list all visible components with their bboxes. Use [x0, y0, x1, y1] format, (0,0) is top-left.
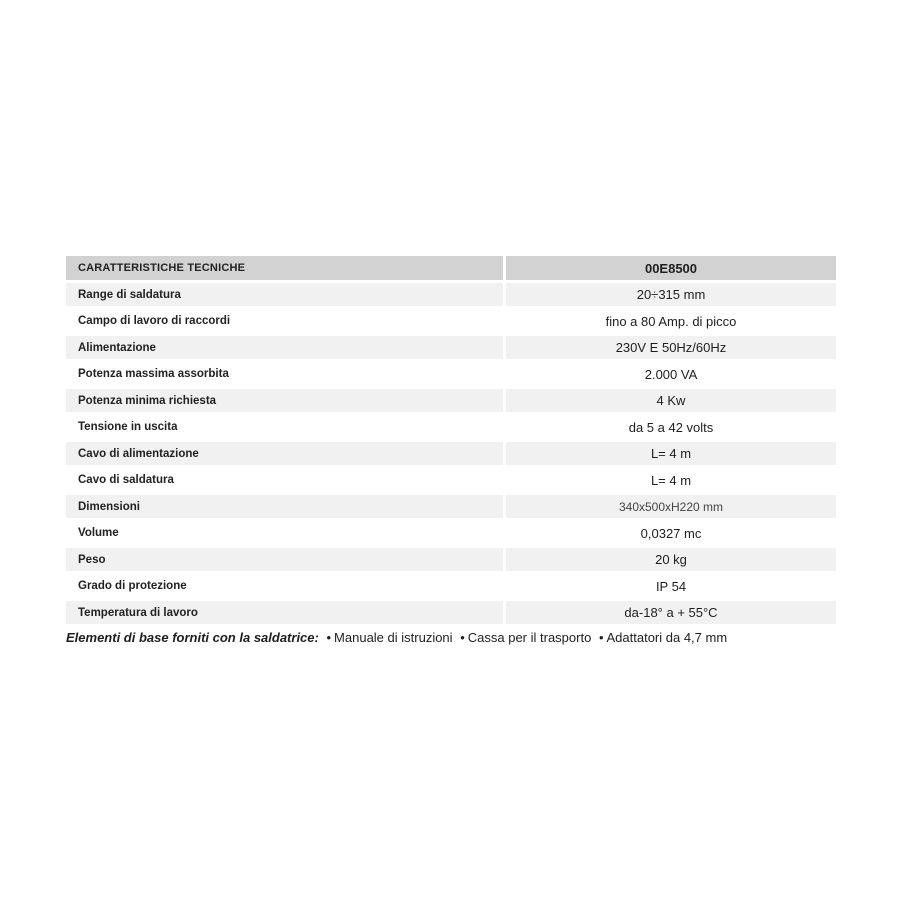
table-row	[66, 416, 836, 439]
row-label: Campo di lavoro di raccordi	[66, 310, 503, 333]
table-row	[66, 363, 836, 386]
row-label: Temperatura di lavoro	[66, 601, 503, 624]
row-label: Volume	[66, 522, 503, 545]
row-value: da-18° a + 55°C	[506, 601, 836, 624]
table-row	[66, 336, 836, 359]
included-items-note	[66, 630, 866, 645]
included-item: Cassa per il trasporto	[467, 630, 592, 645]
row-value: L= 4 m	[506, 469, 836, 492]
table-row	[66, 310, 836, 333]
bullet-icon: •	[598, 630, 604, 645]
included-items-lead: Elementi di base forniti con la saldatrice:	[66, 630, 319, 645]
row-value: fino a 80 Amp. di picco	[506, 310, 836, 333]
included-item: Adattatori da 4,7 mm	[606, 630, 728, 645]
row-label: Tensione in uscita	[66, 416, 503, 439]
row-label: Cavo di saldatura	[66, 469, 503, 492]
row-label: Dimensioni	[66, 495, 503, 518]
row-value: 230V E 50Hz/60Hz	[506, 336, 836, 359]
row-value: 340x500xH220 mm	[506, 495, 836, 518]
row-value: 4 Kw	[506, 389, 836, 412]
bullet-icon: •	[326, 630, 332, 645]
table-header-row	[66, 256, 836, 280]
row-label: Peso	[66, 548, 503, 571]
header-model: 00E8500	[506, 256, 836, 280]
row-value: da 5 a 42 volts	[506, 416, 836, 439]
bullet-icon: •	[460, 630, 465, 645]
row-label: Potenza massima assorbita	[66, 363, 503, 386]
row-value: 0,0327 mc	[506, 522, 836, 545]
row-label: Potenza minima richiesta	[66, 389, 503, 412]
row-label: Range di saldatura	[66, 283, 503, 306]
row-value: IP 54	[506, 575, 836, 598]
row-label: Alimentazione	[66, 336, 503, 359]
row-value: 2.000 VA	[506, 363, 836, 386]
table-row	[66, 522, 836, 545]
row-value: L= 4 m	[506, 442, 836, 465]
row-label: Grado di protezione	[66, 575, 503, 598]
spec-table	[66, 256, 836, 628]
table-row	[66, 575, 836, 598]
row-value: 20 kg	[506, 548, 836, 571]
row-label: Cavo di alimentazione	[66, 442, 503, 465]
included-item: Manuale di istruzioni	[334, 630, 453, 645]
table-row	[66, 601, 836, 624]
table-row	[66, 442, 836, 465]
table-row	[66, 548, 836, 571]
table-row	[66, 389, 836, 412]
table-row	[66, 495, 836, 518]
table-row	[66, 283, 836, 306]
row-value: 20÷315 mm	[506, 283, 836, 306]
table-row	[66, 469, 836, 492]
header-label: CARATTERISTICHE TECNICHE	[66, 256, 503, 280]
